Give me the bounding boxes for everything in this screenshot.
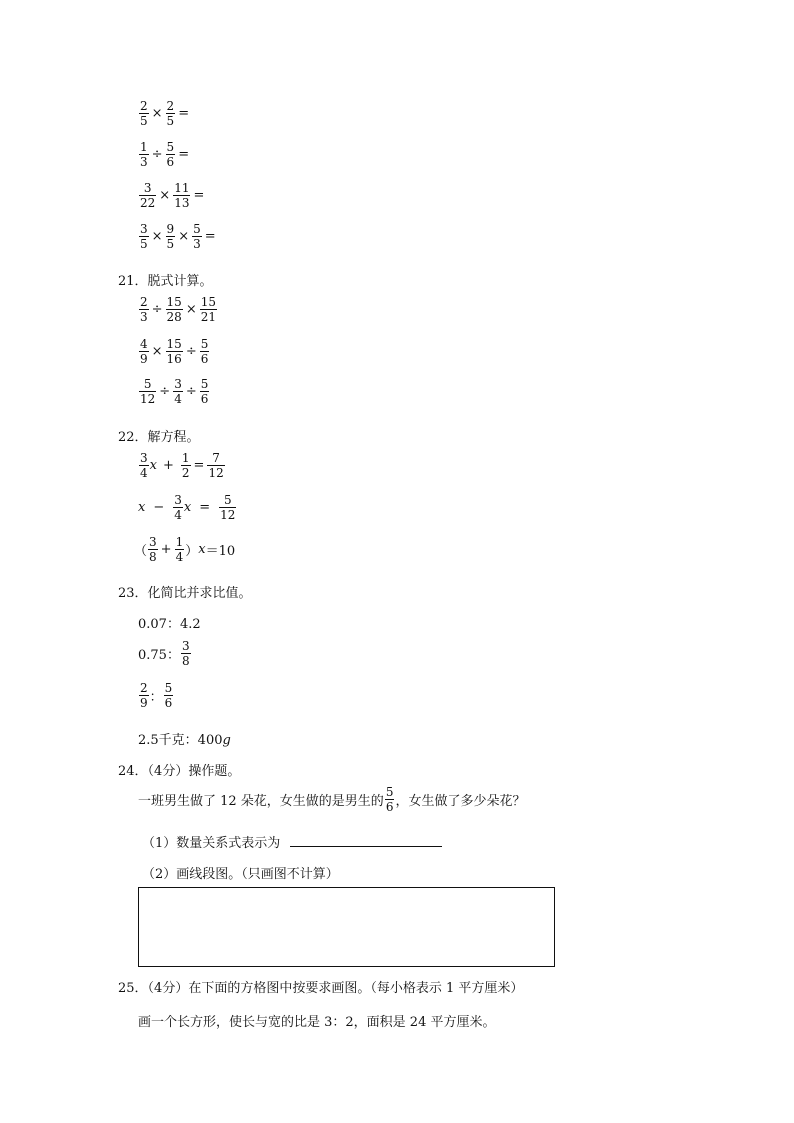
fraction: $\frac{5}{6}$ [166, 140, 175, 169]
q21-row-1 [138, 296, 218, 323]
q23-ratio-1: 0.07：4.2 [138, 617, 201, 632]
fraction: $\frac{1}{4}$ [175, 535, 184, 564]
ratio-colon: ： [149, 690, 163, 705]
equals-sign: = [193, 188, 205, 203]
equals-sign: = [178, 147, 190, 162]
operator: × [151, 106, 163, 121]
drawing-box[interactable] [138, 887, 555, 967]
q22-row-2 [138, 494, 237, 521]
operator: ÷ [151, 147, 163, 162]
equals-sign: = [193, 458, 205, 473]
fraction: $\frac{2}{9}$ [140, 681, 148, 710]
q24-stem: 一班男生做了 12 朵花，女生做的是男生的 $\frac{5}{6}$ ，女生做了多少朵花？ [138, 785, 526, 814]
variable-x: x [198, 542, 206, 557]
fraction: $\frac{3}{8}$ [149, 535, 157, 564]
left-paren: （ [134, 544, 148, 559]
fraction: $\frac{3}{4}$ [140, 451, 148, 480]
q21-row-2 [138, 338, 210, 365]
fraction: $\frac{5}{12}$ [220, 493, 236, 522]
fraction: $\frac{5}{3}$ [193, 222, 201, 251]
variable-x: x [183, 500, 192, 515]
operator: ÷ [185, 344, 197, 359]
fraction: $\frac{2}{3}$ [140, 295, 148, 324]
calc-row-1 [138, 100, 191, 127]
q23-ratio-2 [138, 640, 192, 667]
fraction: $\frac{15}{28}$ [166, 295, 182, 324]
calc-row-4 [138, 223, 218, 250]
question-24-title: 24．（4分）操作题。 [118, 764, 241, 779]
operator: − [153, 500, 165, 515]
variable-x: x [138, 500, 146, 515]
calc-row-3 [138, 182, 206, 209]
operator: × [159, 188, 171, 203]
equals-sign: = [199, 500, 211, 515]
fraction: $\frac{5}{12}$ [140, 377, 156, 406]
fraction: $\frac{3}{5}$ [140, 222, 148, 251]
q23-ratio-4: 2.5千克：400g [138, 733, 231, 748]
operator: + [162, 458, 174, 473]
variable-x: x [149, 458, 157, 473]
operator: + [160, 542, 172, 557]
fraction: $\frac{1}{3}$ [140, 140, 148, 169]
fraction: $\frac{3}{4}$ [174, 377, 182, 406]
question-21-title: 21．脱式计算。 [118, 274, 213, 289]
fraction: $\frac{15}{21}$ [200, 295, 217, 324]
fraction: $\frac{5}{6}$ [200, 337, 209, 366]
q21-row-3 [138, 378, 210, 405]
equals-sign: = [204, 229, 216, 244]
fraction: $\frac{1}{2}$ [181, 451, 190, 480]
q24-sub-2: （2）画线段图。（只画图不计算） [142, 867, 339, 882]
calc-row-2 [138, 141, 191, 168]
q25-text: 画一个长方形，使长与宽的比是 3：2，面积是 24 平方厘米。 [138, 1015, 496, 1030]
operator: × [151, 344, 163, 359]
operator: × [151, 229, 163, 244]
fraction: $\frac{4}{9}$ [140, 337, 148, 366]
operator: ÷ [159, 384, 171, 399]
operator: ÷ [185, 384, 197, 399]
fraction: $\frac{15}{16}$ [166, 337, 182, 366]
fraction: $\frac{3}{22}$ [140, 181, 156, 210]
right-paren: ） [185, 544, 199, 559]
fraction: $\frac{3}{4}$ [174, 493, 182, 522]
fraction: $\frac{3}{8}$ [181, 639, 190, 668]
question-23-title: 23．化简比并求比值。 [118, 586, 252, 601]
fraction: $\frac{7}{12}$ [208, 451, 224, 480]
fraction: $\frac{2}{5}$ [166, 99, 175, 128]
fraction: $\frac{5}{6}$ [385, 785, 394, 814]
q24-sub-1: （1）数量关系式表示为 [142, 832, 442, 851]
question-25-title: 25．（4分）在下面的方格图中按要求画图。（每小格表示 1 平方厘米） [118, 981, 524, 996]
q23-ratio-3 [138, 682, 174, 709]
q22-row-1 [138, 452, 226, 479]
fraction: $\frac{5}{6}$ [164, 681, 173, 710]
equals-sign: = [178, 106, 190, 121]
operator: × [185, 302, 197, 317]
operator: × [178, 229, 190, 244]
question-22-title: 22．解方程。 [118, 430, 200, 445]
fraction: $\frac{9}{5}$ [166, 222, 175, 251]
fraction: $\frac{11}{13}$ [174, 181, 190, 210]
fraction: $\frac{2}{5}$ [140, 99, 148, 128]
answer-blank[interactable] [290, 834, 442, 847]
equation-rest: ＝10 [205, 544, 236, 559]
operator: ÷ [151, 302, 163, 317]
q22-row-3 [134, 536, 235, 563]
fraction: $\frac{5}{6}$ [200, 377, 209, 406]
ratio-lead: 0.75： [138, 648, 180, 663]
